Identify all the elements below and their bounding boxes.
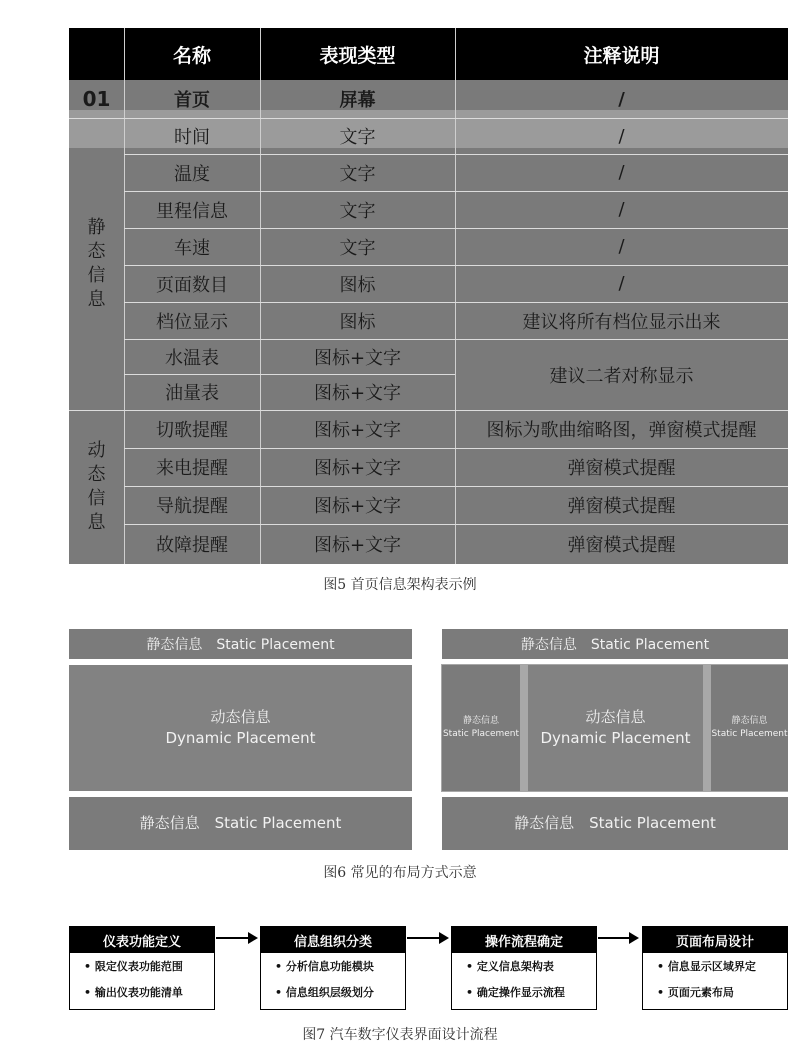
table-row-name: 切歌提醒 (156, 420, 228, 441)
grid-line (124, 228, 788, 229)
flow-step-title: 操作流程确定 (452, 927, 596, 953)
table-row-type: 图标+文字 (313, 420, 402, 441)
group-label-char: 静 (87, 217, 106, 238)
table-row-name: 导航提醒 (156, 496, 228, 517)
table-row-name: 温度 (174, 163, 210, 185)
table-row-note: 图标为歌曲缩略图，弹窗模式提醒 (486, 420, 757, 441)
info-architecture-table (69, 28, 788, 564)
merged-note: 建议二者对称显示 (549, 365, 694, 387)
layout-label: 动态信息 (585, 708, 646, 726)
grid-line (260, 28, 261, 564)
layout-b-dynamic (528, 665, 703, 791)
table-row-type: 文字 (339, 163, 376, 185)
table-row-type: 图标 (339, 274, 376, 296)
layout-b-static-right (711, 665, 788, 791)
layout-label: 静态信息 (462, 716, 499, 726)
table-row-note: 弹窗模式提醒 (567, 496, 676, 517)
group-label-char: 动 (87, 440, 106, 461)
table-row-type: 图标 (339, 311, 376, 333)
table-row-note: / (618, 273, 625, 294)
table-row-name: 页面数目 (156, 274, 228, 296)
table-row-name: 水温表 (165, 347, 219, 369)
table-row-note: / (618, 162, 625, 183)
grid-line (124, 191, 788, 192)
flow-step-item: • 限定仪表功能范围 (84, 960, 183, 973)
dynamic-info-group-label (69, 410, 124, 564)
table-row-type: 图标+文字 (313, 383, 402, 404)
table-row-note: 弹窗模式提醒 (567, 458, 676, 479)
group-label-char: 信 (87, 488, 106, 509)
flow-step-title: 仪表功能定义 (70, 927, 214, 953)
group-label-char: 态 (87, 241, 106, 262)
grid-line (124, 339, 788, 340)
grid-line (455, 28, 456, 564)
table-row-note: / (618, 236, 625, 257)
table-row-type: 文字 (339, 200, 376, 222)
group-label-char: 息 (87, 289, 106, 310)
group-label-char: 态 (87, 464, 106, 485)
grid-line (124, 524, 788, 525)
layout-b-static-bottom (442, 797, 788, 850)
table-row-type: 图标+文字 (313, 347, 402, 369)
table-row-name: 档位显示 (156, 311, 228, 333)
header-type: 表现类型 (319, 44, 396, 67)
layout-label: 动态信息 (210, 708, 271, 726)
figure-caption-7: 图7 汽车数字仪表界面设计流程 (302, 1027, 498, 1043)
grid-line (124, 486, 788, 487)
table-row-type: 图标+文字 (313, 496, 402, 517)
flow-step-item: • 分析信息功能模块 (275, 960, 374, 973)
flow-step-item: • 信息组织层级划分 (275, 986, 374, 999)
table-row-name: 车速 (174, 237, 210, 259)
table-row-note: / (618, 199, 625, 220)
flow-step-title: 信息组织分类 (261, 927, 405, 953)
table-row-type: 图标+文字 (313, 458, 402, 479)
static-info-group-label (69, 118, 124, 410)
flow-step-item: • 输出仪表功能清单 (84, 986, 183, 999)
grid-line (124, 265, 788, 266)
layout-a-dynamic (69, 665, 412, 791)
grid-line (69, 410, 788, 411)
arrow-right-icon (407, 937, 447, 939)
flow-step (451, 926, 597, 1010)
table-row-type: 文字 (339, 127, 376, 148)
flow-step-item: • 页面元素布局 (657, 986, 734, 999)
layout-b-static-top (442, 629, 788, 659)
grid-line (69, 118, 788, 119)
table-row-name: 油量表 (165, 383, 219, 404)
layout-label: 静态信息 Static Placement (146, 637, 335, 653)
flow-step (642, 926, 788, 1010)
layout-label: Static Placement (442, 729, 520, 739)
layout-b-static-left (442, 665, 520, 791)
layout-label: 静态信息 Static Placement (139, 814, 342, 832)
grid-line (124, 374, 455, 375)
layout-label: 静态信息 Static Placement (514, 814, 716, 832)
table-row-name: 来电提醒 (156, 458, 228, 479)
row01-type: 屏幕 (339, 90, 376, 111)
layout-a-static-bottom (69, 797, 412, 850)
flow-step-item: • 信息显示区域界定 (657, 960, 756, 973)
flow-step (69, 926, 215, 1010)
arrow-right-icon (598, 937, 637, 939)
layout-label: Dynamic Placement (165, 729, 316, 747)
row01-note: / (618, 88, 625, 110)
layout-label: Dynamic Placement (540, 729, 691, 747)
layout-label: Static Placement (711, 729, 788, 739)
table-row-note: 弹窗模式提醒 (567, 535, 676, 556)
layout-a-static-top (69, 629, 412, 659)
arrow-right-icon (216, 937, 256, 939)
group-label-char: 息 (87, 512, 106, 533)
header-note: 注释说明 (583, 44, 660, 67)
table-row-type: 文字 (339, 237, 376, 259)
flow-step-item: • 确定操作显示流程 (466, 986, 565, 999)
table-row-note: 建议将所有档位显示出来 (522, 311, 721, 333)
group-label-char: 信 (87, 265, 106, 286)
row01-name: 首页 (174, 90, 210, 111)
table-row-note: / (618, 125, 625, 147)
layout-label: 静态信息 Static Placement (520, 637, 710, 653)
grid-line (124, 154, 788, 155)
table-row-name: 故障提醒 (156, 535, 228, 556)
grid-line (124, 448, 788, 449)
table-row-name: 时间 (174, 127, 210, 148)
grid-line (124, 302, 788, 303)
table-row-type: 图标+文字 (313, 535, 402, 556)
figure-caption-5: 图5 首页信息架构表示例 (323, 577, 477, 593)
grid-line (124, 28, 125, 564)
figure-caption-6: 图6 常见的布局方式示意 (323, 865, 477, 881)
flow-step (260, 926, 406, 1010)
flow-step-item: • 定义信息架构表 (466, 960, 554, 973)
row01-num: 01 (82, 87, 111, 111)
flow-step-title: 页面布局设计 (643, 927, 787, 953)
table-row-name: 里程信息 (156, 200, 228, 222)
header-name: 名称 (172, 44, 211, 67)
layout-label: 静态信息 (731, 716, 768, 726)
